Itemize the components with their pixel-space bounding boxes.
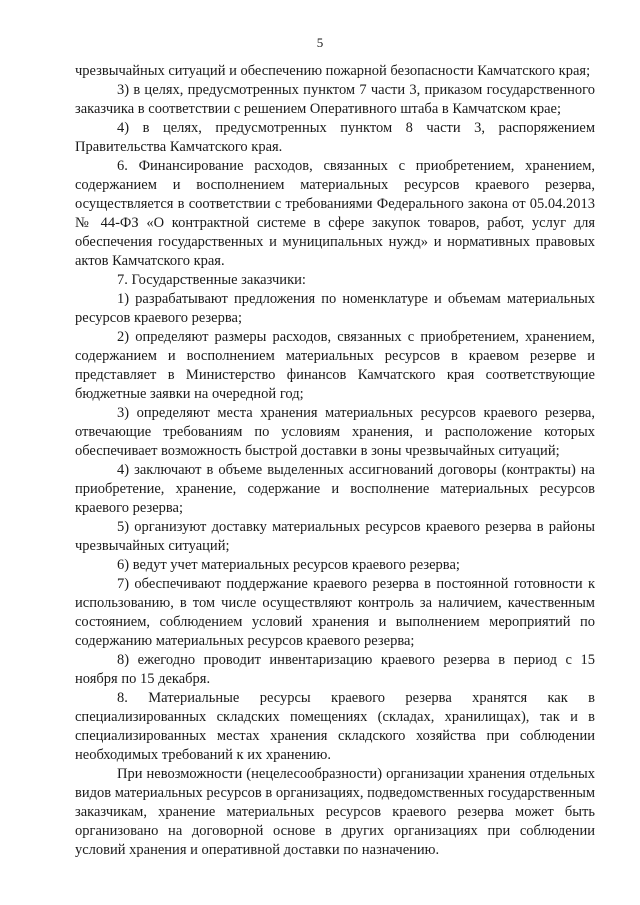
paragraph-3: 4) в целях, предусмотренных пунктом 8 части 3, распоряжением Правительства Камчатского края. bbox=[75, 120, 595, 155]
paragraph-13: 8) ежегодно проводит инвентаризацию краевого резерва в период с 15 ноября по 15 декабря. bbox=[75, 652, 595, 687]
paragraph-1: чрезвычайных ситуаций и обеспечению пожарной безопасности Камчатского края; bbox=[75, 63, 591, 79]
paragraph-10: 5) организуют доставку материальных ресурсов краевого резерва в районы чрезвычайных ситуаций; bbox=[75, 519, 595, 554]
paragraph-4: 6. Финансирование расходов, связанных с приобретением, хранением, содержанием и восполнением материальных ресурсов краевого резерва, осуществляется в соответствии с требованиями Федерального закона от 05.04.2013 № 44-ФЗ «О контрактной системе в сфере закупок товаров, работ, услуг для обеспечения государственных и муниципальных нужд» и нормативных правовых актов Камчатского края. bbox=[75, 158, 595, 269]
paragraph-5: 7. Государственные заказчики: bbox=[117, 272, 306, 288]
paragraph-12: 7) обеспечивают поддержание краевого резерва в постоянной готовности к использованию, в том числе осуществляют контроль за наличием, качественным состоянием, соблюдением условий хранения и выполнением мероприятий по содержанию материальных ресурсов краевого резерва; bbox=[75, 576, 595, 649]
paragraph-8: 3) определяют места хранения материальных ресурсов краевого резерва, отвечающие требованиям по условиям хранения, и расположение которых обеспечивает возможность быстрой доставки в зоны чрезвычайных ситуаций; bbox=[75, 405, 595, 459]
paragraph-14: 8. Материальные ресурсы краевого резерва хранятся как в специализированных складских помещениях (складах, хранилищах), так и в специализированных местах хранения складского хозяйства при соблюдении необходимых требований к их хранению. bbox=[75, 690, 595, 763]
paragraph-9: 4) заключают в объеме выделенных ассигнований договоры (контракты) на приобретение, хранение, содержание и восполнение материальных ресурсов краевого резерва; bbox=[75, 462, 595, 516]
paragraph-7: 2) определяют размеры расходов, связанных с приобретением, хранением, содержанием и восполнением материальных ресурсов в краевом резерве и представляет в Министерство финансов Камчатского края соответствующие бюджетные заявки на очередной год; bbox=[75, 329, 595, 402]
paragraph-6: 1) разрабатывают предложения по номенклатуре и объемам материальных ресурсов краевого резерва; bbox=[75, 291, 595, 326]
paragraph-2: 3) в целях, предусмотренных пунктом 7 части 3, приказом государственного заказчика в соответствии с решением Оперативного штаба в Камчатском крае; bbox=[75, 82, 595, 117]
page-number: 5 bbox=[316, 35, 324, 50]
paragraph-15: При невозможности (нецелесообразности) организации хранения отдельных видов материальных ресурсов в организациях, подведомственных государственным заказчикам, хранение материальных ресурсов краевого резерва может быть организовано на договорной основе в других организациях при соблюдении условий хранения и оперативной доставки по назначению. bbox=[75, 766, 595, 858]
paragraph-11: 6) ведут учет материальных ресурсов краевого резерва; bbox=[117, 557, 460, 573]
document-body bbox=[75, 62, 595, 860]
